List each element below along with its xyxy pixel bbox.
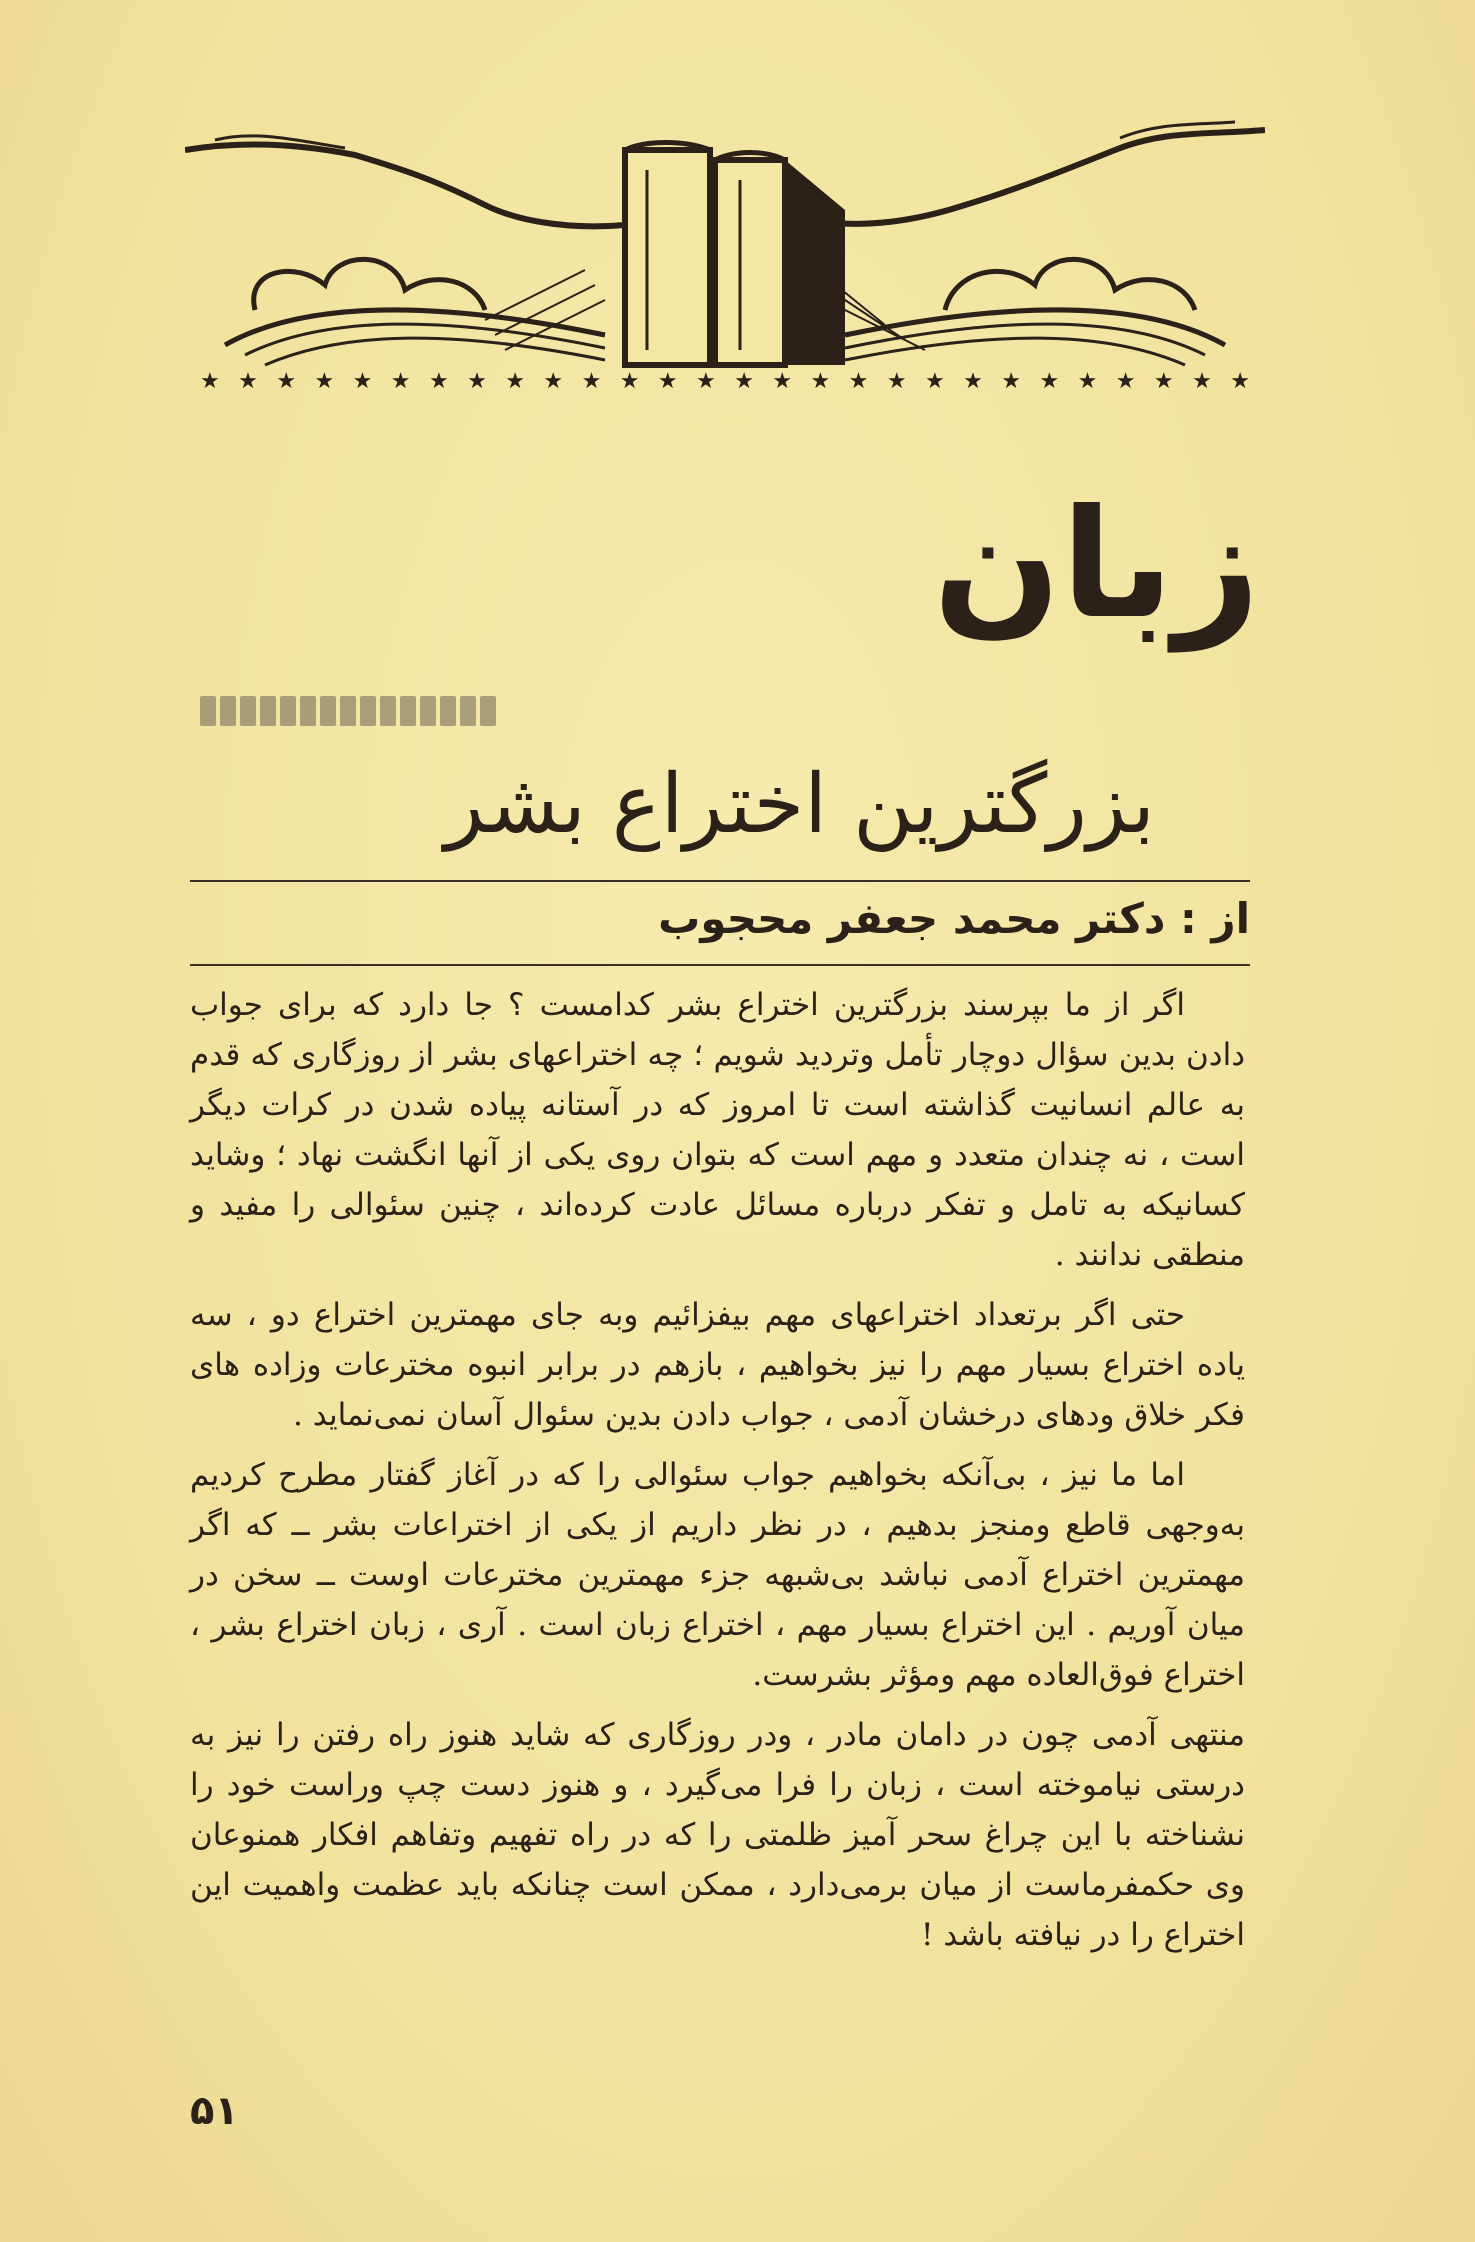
- books-ornament-icon: [185, 110, 1265, 370]
- star-icon: ★: [1039, 368, 1060, 394]
- star-icon: ★: [390, 368, 411, 394]
- article-subtitle: بزرگترین اختراع بشر: [444, 757, 1155, 852]
- star-icon: ★: [200, 368, 220, 394]
- star-icon: ★: [428, 368, 449, 394]
- star-icon: ★: [1077, 368, 1098, 394]
- star-icon: ★: [505, 368, 525, 394]
- page-number: ۵۱: [190, 2088, 239, 2134]
- divider-line: [190, 880, 1250, 882]
- star-icon: ★: [1001, 368, 1022, 394]
- faded-stamp: [200, 688, 560, 734]
- author-byline: از : دکتر محمد جعفر محجوب: [658, 894, 1250, 943]
- star-icon: ★: [810, 368, 831, 394]
- star-icon: ★: [619, 368, 640, 394]
- star-icon: ★: [963, 368, 983, 394]
- star-icon: ★: [772, 368, 793, 394]
- star-icon: ★: [352, 368, 373, 394]
- star-icon: ★: [657, 368, 678, 394]
- paragraph: حتی اگر برتعداد اختراعهای مهم بیفزائیم وبه جای مهمترین اختراع دو ، سه یاده اختراع بسیار مهم را نیز بخواهیم ، بازهم در برابر انبوه مخترعات وزاده های فکر خلاق ودهای درخشان آدمی ، جواب دادن بدین سئوال آسان نمی‌نماید .: [190, 1297, 1245, 1433]
- star-icon: ★: [1153, 368, 1174, 394]
- star-icon: ★: [924, 368, 945, 394]
- paragraph: منتهی آدمی چون در دامان مادر ، ودر روزگاری که شاید هنوز راه رفتن را نیز به درستی نیاموخته است ، زبان را فرا می‌گیرد ، و هنوز دست چپ وراست خود را نشناخته با این چراغ سحر آمیز ظلمتی را که در راه تفهیم وتفاهم افکار همنوعان وی حکمفرماست از میان برمی‌دارد ، ممکن است چنانکه باید عظمت واهمیت این اختراع را در نیافته باشد !: [190, 1717, 1245, 1953]
- star-icon: ★: [1115, 368, 1136, 394]
- star-icon: ★: [848, 368, 869, 394]
- star-icon: ★: [696, 368, 716, 394]
- star-icon: ★: [1192, 368, 1212, 394]
- star-icon: ★: [1230, 368, 1250, 394]
- star-icon: ★: [238, 368, 258, 394]
- star-icon: ★: [543, 368, 564, 394]
- star-icon: ★: [467, 368, 487, 394]
- star-icon: ★: [276, 368, 297, 394]
- star-icon: ★: [886, 368, 907, 394]
- star-icon: ★: [314, 368, 335, 394]
- star-divider: [200, 366, 1250, 396]
- article-body: [190, 980, 1245, 1970]
- paragraph: اما ما نیز ، بی‌آنکه بخواهیم جواب سئوالی را که در آغاز گفتار مطرح کردیم به‌وجهی قاطع ومنجز بدهیم ، در نظر داریم از یکی از اختراعات بشر ــ که اگر مهمترین اختراع آدمی نباشد بی‌شبهه جزء مهمترین مخترعات اوست ــ سخن در میان آوریم . این اختراع بسیار مهم ، اختراع زبان است . آری ، زبان اختراع بشر ، اختراع فوق‌العاده مهم ومؤثر بشرست.: [190, 1457, 1245, 1693]
- star-icon: ★: [734, 368, 754, 394]
- divider-line: [190, 964, 1250, 966]
- paragraph: اگر از ما بپرسند بزرگترین اختراع بشر کدامست ؟ جا دارد که برای جواب دادن بدین سؤال دوچار تأمل وتردید شویم ؛ چه اختراعهای بشر از روزگاری که قدم به عالم انسانیت گذاشته است تا امروز که در آستانه پیاده شدن در کرات دیگر است ، نه چندان متعدد و مهم است که بتوان روی یکی از آنها انگشت نهاد ؛ وشاید کسانیکه به تامل و تفکر درباره مسائل عادت کرده‌اند ، چنین سئوالی را مفید و منطقی ندانند .: [190, 987, 1245, 1273]
- star-icon: ★: [581, 368, 602, 394]
- article-title: زبان: [932, 478, 1260, 652]
